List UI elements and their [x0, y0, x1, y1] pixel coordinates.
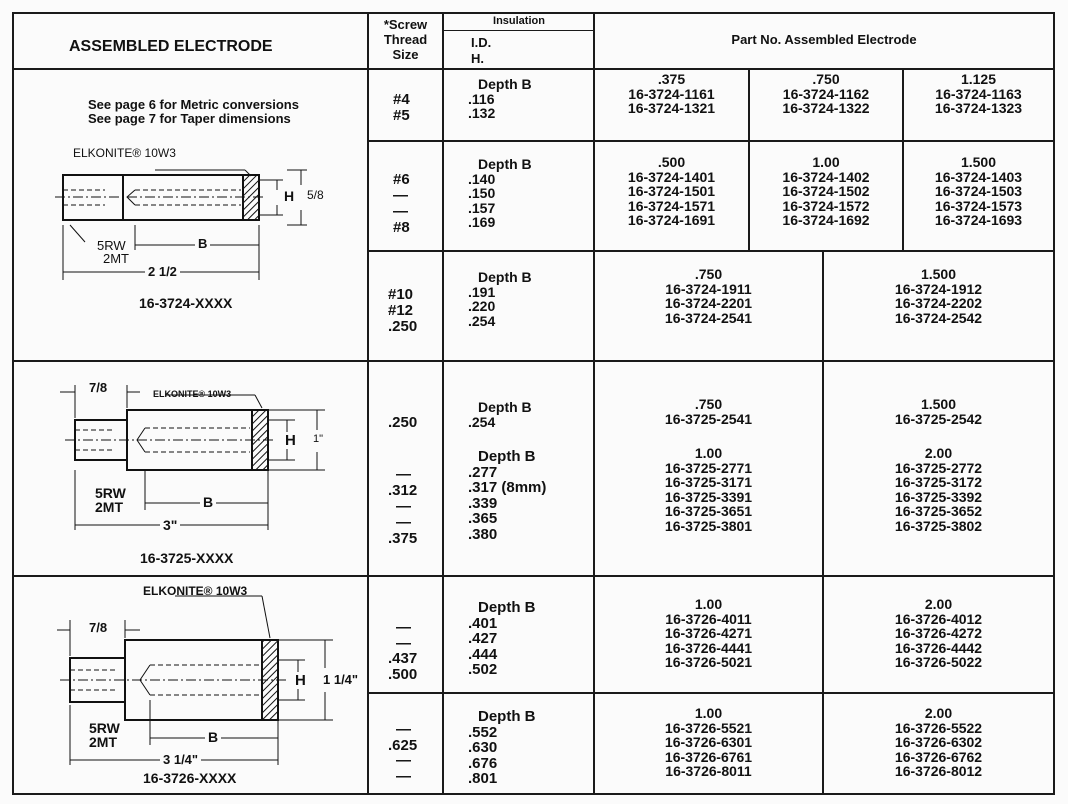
diagram-3725-h: H: [285, 432, 296, 449]
row4b-threads: — .312 — — .375: [388, 466, 418, 547]
row1-threads: #4 #5: [393, 91, 410, 124]
assembled-electrode-header: ASSEMBLED ELECTRODE: [69, 38, 273, 55]
diagram-3725-thread-1: 5RW: [95, 485, 126, 501]
row2-insulation: Depth B .140 .150 .157 .169: [468, 156, 532, 231]
diagram-3726-b: B: [205, 729, 221, 745]
row3-part-2: 1.500 16-3724-1912 16-3724-2202 16-3724-2542: [894, 266, 983, 326]
diagram-3726-part: 16-3726-XXXX: [143, 770, 237, 786]
row1-part-1: .375 16-3724-1161 16-3724-1321: [627, 71, 716, 117]
row5-part-1: 1.00 16-3726-4011 16-3726-4271 16-3726-4441 16-3726-5021: [664, 596, 753, 671]
row2-part-3: 1.500 16-3724-1403 16-3724-1503 16-3724-1573 16-3724-1693: [934, 154, 1023, 229]
row4a-part-1: .750 16-3725-2541: [664, 396, 753, 427]
row6-insulation: Depth B .552 .630 .676 .801: [468, 708, 536, 787]
diagram-3725-drawing: [55, 380, 355, 570]
metric-note: See page 6 for Metric conversions: [88, 97, 299, 112]
diagram-3725-part: 16-3725-XXXX: [140, 550, 234, 566]
diagram-3724-material: ELKONITE® 10W3: [73, 146, 176, 160]
row4a-part-2: 1.500 16-3725-2542: [894, 396, 983, 427]
row4b-part-2: 2.00 16-3725-2772 16-3725-3172 16-3725-3392 16-3725-3652 16-3725-3802: [894, 445, 983, 534]
insulation-header: Insulation: [493, 15, 545, 27]
border-bottom: [12, 793, 1055, 795]
insulation-divider: [444, 30, 594, 31]
diagram-3725-material: ELKONITE® 10W3: [153, 389, 232, 399]
row2-part-1: .500 16-3724-1401 16-3724-1501 16-3724-1571 16-3724-1691: [627, 154, 716, 229]
insulation-id-header: I.D.: [471, 35, 492, 50]
diagram-3726-dia: 1 1/4": [323, 672, 359, 687]
col-divider-2: [442, 12, 444, 795]
screw-thread-header: *Screw Thread Size: [383, 17, 428, 62]
electrode-diagram-3724: [55, 146, 355, 315]
diagram-3725-length: 3": [160, 517, 180, 533]
row4b-insulation: Depth B .277 .317 (8mm) .339 .365 .380: [468, 448, 547, 543]
row-divider-1: [367, 140, 1055, 142]
diagram-3724-part: 16-3724-XXXX: [139, 295, 233, 311]
row2-threads: #6 — — #8: [393, 171, 410, 236]
row4b-part-1: 1.00 16-3725-2771 16-3725-3171 16-3725-3391 16-3725-3651 16-3725-3801: [664, 445, 753, 534]
taper-note: See page 7 for Taper dimensions: [88, 111, 291, 126]
diagram-3726-thread-2: 2MT: [89, 734, 117, 750]
diagram-3725-offset: 7/8: [89, 380, 108, 395]
diagram-3725-thread-2: 2MT: [95, 499, 123, 515]
diagram-3724-drawing: [55, 150, 355, 315]
diagram-3724-length: 2 1/2: [145, 264, 180, 279]
diagram-3726-thread-1: 5RW: [89, 720, 120, 736]
row6-part-1: 1.00 16-3726-5521 16-3726-6301 16-3726-6761 16-3726-8011: [664, 705, 753, 780]
row-divider-5: [367, 692, 1055, 694]
row-divider-3: [12, 360, 1055, 362]
electrode-diagram-3725: [55, 380, 355, 570]
row4a-insulation: Depth B .254: [468, 399, 532, 430]
diagram-3726-length: 3 1/4": [160, 752, 201, 767]
part-no-header: Part No. Assembled Electrode: [731, 32, 917, 47]
diagram-3724-dia: 5/8: [307, 188, 324, 202]
row1-part-3: 1.125 16-3724-1163 16-3724-1323: [934, 71, 1023, 117]
row3-threads: #10 #12 .250: [388, 286, 418, 335]
row3-part-1: .750 16-3724-1911 16-3724-2201 16-3724-2541: [664, 266, 753, 326]
row-divider-4: [12, 575, 1055, 577]
row1-insulation: Depth B .116 .132: [468, 76, 532, 122]
row-divider-2: [367, 250, 1055, 252]
row2-part-2: 1.00 16-3724-1402 16-3724-1502 16-3724-1572 16-3724-1692: [782, 154, 870, 229]
diagram-3724-b: B: [195, 236, 210, 251]
header-divider: [12, 68, 1055, 70]
diagram-3724-h: H: [284, 188, 295, 204]
diagram-3725-b: B: [200, 494, 216, 510]
electrode-diagram-3726: [55, 580, 365, 790]
diagram-3724-thread-1: 5RW: [97, 238, 126, 253]
diagram-3726-offset: 7/8: [89, 620, 108, 635]
row4a-threads: .250: [388, 414, 418, 431]
row5-part-2: 2.00 16-3726-4012 16-3726-4272 16-3726-4442 16-3726-5022: [894, 596, 983, 671]
diagram-3726-h: H: [295, 672, 306, 689]
diagram-3725-dia: 1": [313, 433, 324, 445]
diagram-3726-drawing: [55, 580, 365, 790]
row5-threads: — — .437 .500: [388, 619, 418, 683]
row6-part-2: 2.00 16-3726-5522 16-3726-6302 16-3726-6762 16-3726-8012: [894, 705, 983, 780]
row5-insulation: Depth B .401 .427 .444 .502: [468, 599, 536, 678]
row3-insulation: Depth B .191 .220 .254: [468, 269, 532, 329]
diagram-3726-material: ELKONITE® 10W3: [143, 584, 248, 598]
row1-part-2: .750 16-3724-1162 16-3724-1322: [782, 71, 870, 117]
col-divider-1: [367, 12, 369, 795]
insulation-h-header: H.: [471, 51, 484, 66]
border-right: [1053, 12, 1055, 795]
diagram-3724-thread-2: 2MT: [103, 251, 129, 266]
row6-threads: — .625 — —: [388, 721, 418, 785]
border-left: [12, 12, 14, 795]
